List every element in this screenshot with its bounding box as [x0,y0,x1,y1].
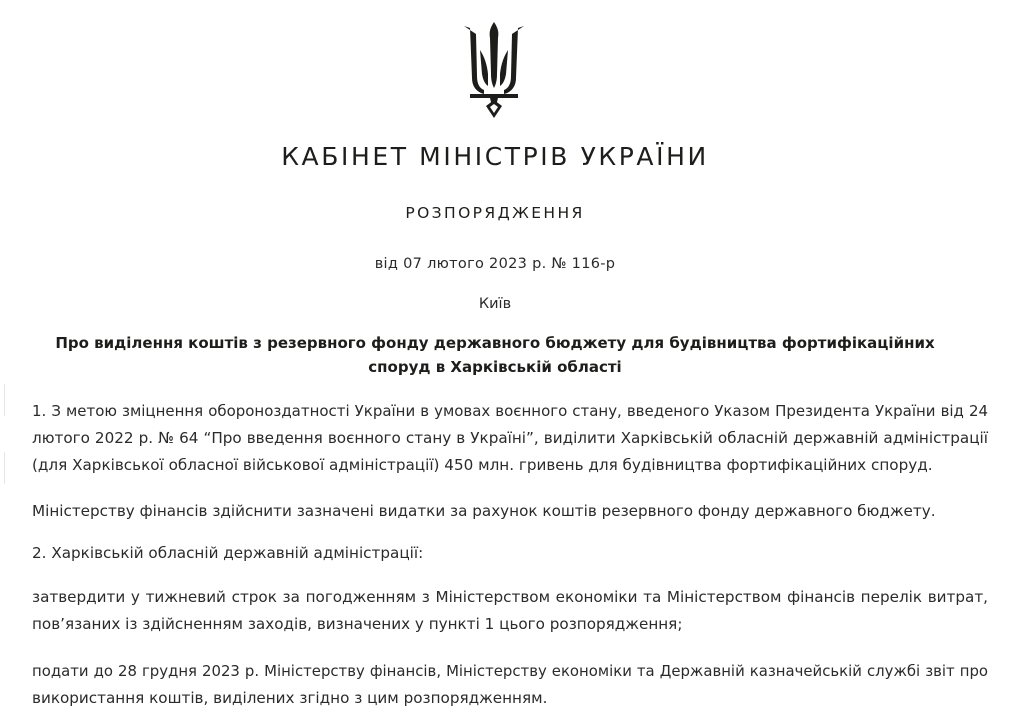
paragraph-3 [32,540,988,567]
document-type: РОЗПОРЯДЖЕННЯ [405,204,585,222]
trident-coat-of-arms-icon [460,20,528,118]
page-edge-marker [0,384,5,416]
paragraph-1 [32,398,988,479]
document-city: Київ [478,296,512,312]
paragraph-line: подати до 28 грудня 2023 р. Міністерству фінансів, Міністерству економіки та Державній казначейській службі звіт про [32,662,988,680]
subject-line: споруд в Харківській області [368,358,622,376]
document-date-number: від 07 лютого 2023 р. № 116-р [374,256,616,272]
paragraph-line: 1. З метою зміцнення обороноздатності України в умовах воєнного стану, введеного Указом Президента України від 24 [32,402,988,420]
paragraph-line: затвердити у тижневий строк за погодженням з Міністерством економіки та Міністерством фінансів перелік витрат, [32,588,988,606]
page-edge-marker [0,452,5,484]
paragraph-line: Міністерству фінансів здійснити зазначені видатки за рахунок коштів резервного фонду державного бюджету. [32,502,936,520]
paragraph-4 [32,584,988,638]
paragraph-line: використання коштів, виділених згідно з цим розпорядженням. [32,689,548,707]
paragraph-2 [32,498,988,525]
organization-title: КАБІНЕТ МІНІСТРІВ УКРАЇНИ [281,142,709,171]
paragraph-line: лютого 2022 р. № 64 “Про введення воєнного стану в Україні”, виділити Харківській обласній державній адміністрації [32,429,988,447]
paragraph-line: (для Харківської обласної військової адміністрації) 450 млн. гривень для будівництва фортифікаційних споруд. [32,456,933,474]
subject-line: Про виділення коштів з резервного фонду державного бюджету для будівництва фортифікаційних [55,334,935,352]
paragraph-line: 2. Харківській обласній державній адміністрації: [32,544,424,562]
paragraph-line: пов’язаних із здійсненням заходів, визначених у пункті 1 цього розпорядження; [32,615,683,633]
paragraph-5 [32,658,988,712]
document-subject [0,331,990,379]
